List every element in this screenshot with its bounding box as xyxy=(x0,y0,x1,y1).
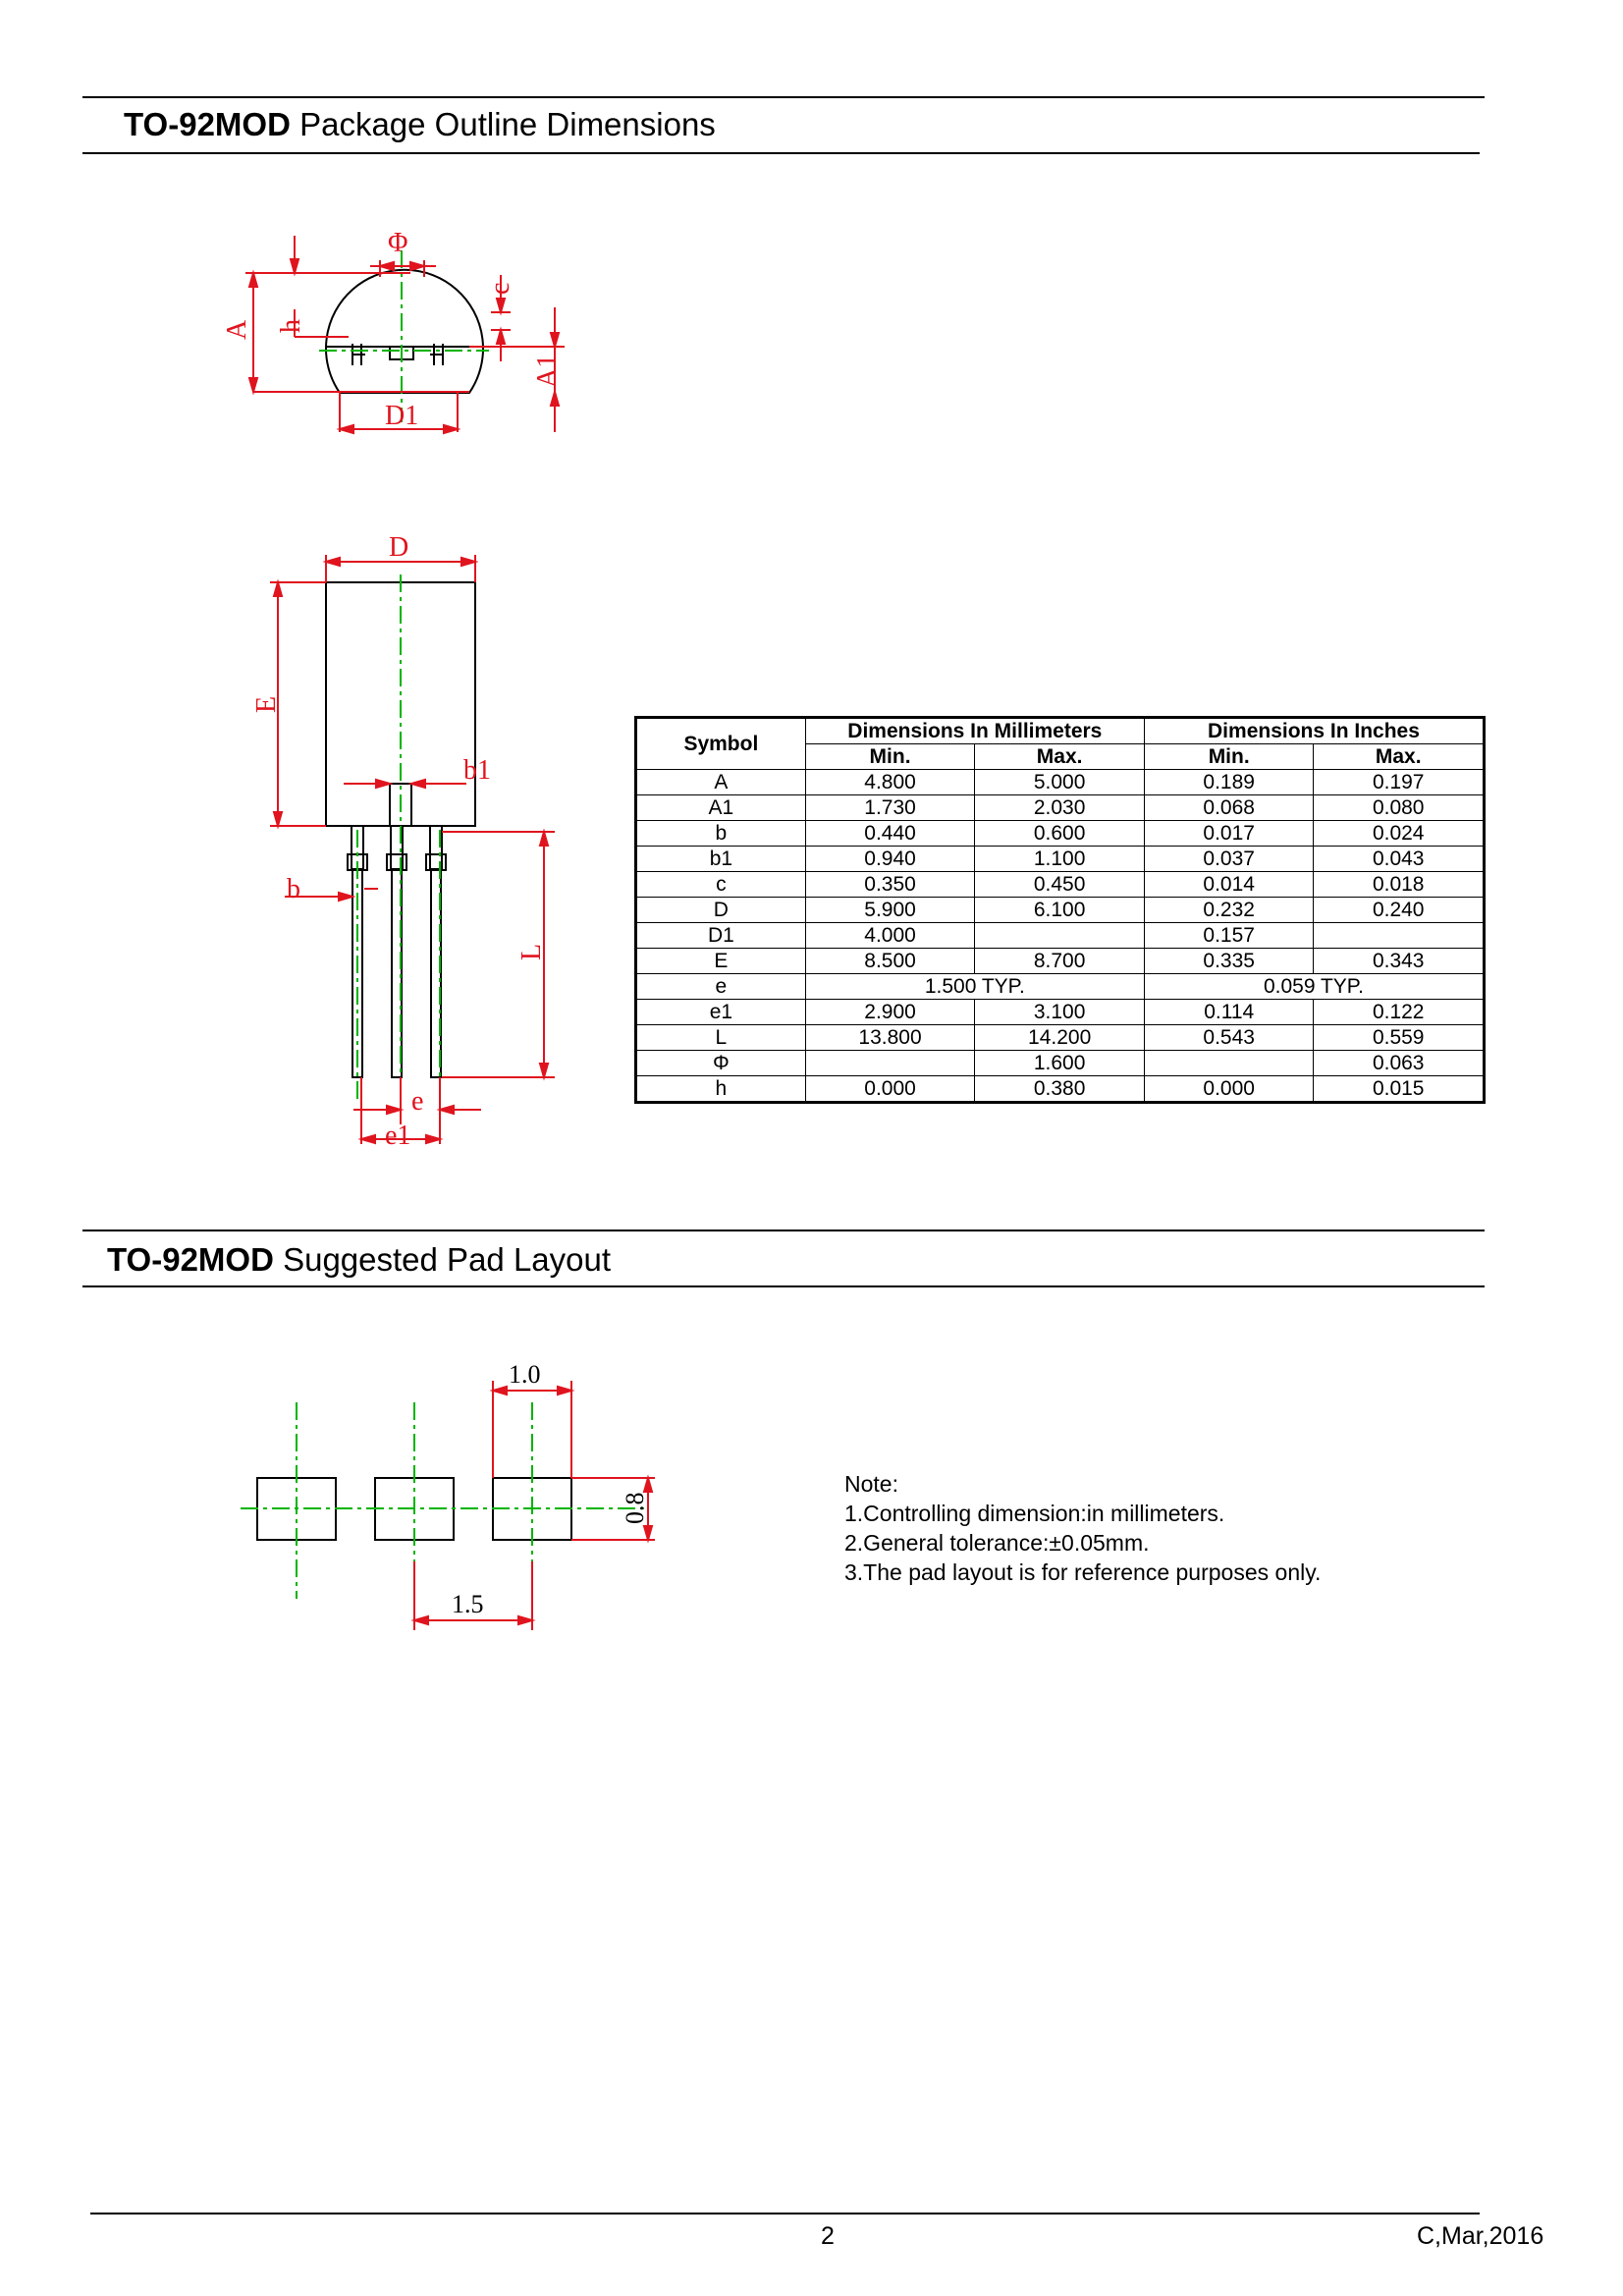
symbol-cell: L xyxy=(636,1025,806,1051)
footer-rule xyxy=(90,2213,1480,2214)
mm-min-header: Min. xyxy=(805,744,975,770)
label-e: e xyxy=(411,1086,424,1117)
in-max-cell: 0.080 xyxy=(1314,795,1485,821)
mm-max-cell: 14.200 xyxy=(975,1025,1145,1051)
section-title-pad: TO-92MOD Suggested Pad Layout xyxy=(107,1241,612,1278)
mm-min-cell: 4.800 xyxy=(805,770,975,795)
symbol-cell: D1 xyxy=(636,923,806,949)
mm-max-cell: 6.100 xyxy=(975,898,1145,923)
mm-min-cell: 0.000 xyxy=(805,1076,975,1103)
symbol-cell: c xyxy=(636,872,806,898)
symbol-cell: Φ xyxy=(636,1051,806,1076)
symbol-cell: D xyxy=(636,898,806,923)
symbol-cell: E xyxy=(636,949,806,974)
in-min-header: Min. xyxy=(1144,744,1314,770)
mm-max-cell: 0.380 xyxy=(975,1076,1145,1103)
label-D: D xyxy=(389,532,409,563)
symbol-cell: e1 xyxy=(636,1000,806,1025)
symbol-header: Symbol xyxy=(636,718,806,770)
in-max-header: Max. xyxy=(1314,744,1485,770)
in-max-cell: 0.122 xyxy=(1314,1000,1485,1025)
in-max-cell: 0.559 xyxy=(1314,1025,1485,1051)
in-max-cell: 0.043 xyxy=(1314,847,1485,872)
in-min-cell: 0.543 xyxy=(1144,1025,1314,1051)
mm-max-header: Max. xyxy=(975,744,1145,770)
in-min-cell: 0.335 xyxy=(1144,949,1314,974)
symbol-cell: e xyxy=(636,974,806,1000)
mm-min-cell: 5.900 xyxy=(805,898,975,923)
in-min-cell: 0.017 xyxy=(1144,821,1314,847)
mm-min-cell: 1.730 xyxy=(805,795,975,821)
mm-min-cell: 13.800 xyxy=(805,1025,975,1051)
inch-header: Dimensions In Inches xyxy=(1144,718,1484,744)
label-phi: Φ xyxy=(388,228,408,258)
in-min-cell: 0.232 xyxy=(1144,898,1314,923)
mm-max-cell: 0.600 xyxy=(975,821,1145,847)
symbol-cell: A xyxy=(636,770,806,795)
label-D1: D1 xyxy=(385,401,419,431)
symbol-cell: h xyxy=(636,1076,806,1103)
mm-min-cell: 0.350 xyxy=(805,872,975,898)
revision-date: C,Mar,2016 xyxy=(1417,2222,1544,2250)
label-h: h xyxy=(276,319,306,333)
in-min-cell: 0.114 xyxy=(1144,1000,1314,1025)
label-L: L xyxy=(516,943,547,960)
symbol-cell: b1 xyxy=(636,847,806,872)
in-max-cell: 0.197 xyxy=(1314,770,1485,795)
in-min-cell: 0.014 xyxy=(1144,872,1314,898)
mm-typ-cell: 1.500 TYP. xyxy=(805,974,1144,1000)
in-min-cell: 0.037 xyxy=(1144,847,1314,872)
label-A1: A1 xyxy=(532,354,563,388)
label-E: E xyxy=(251,695,282,713)
in-min-cell: 0.157 xyxy=(1144,923,1314,949)
mm-max-cell: 1.100 xyxy=(975,847,1145,872)
pad-height-label: 0.8 xyxy=(621,1492,649,1524)
in-min-cell: 0.000 xyxy=(1144,1076,1314,1103)
in-max-cell: 0.063 xyxy=(1314,1051,1485,1076)
notes-title: Note: xyxy=(844,1471,898,1497)
note-2: 2.General tolerance:±0.05mm. xyxy=(844,1530,1150,1556)
label-c: c xyxy=(485,282,515,295)
mm-max-cell: 0.450 xyxy=(975,872,1145,898)
in-min-cell: 0.068 xyxy=(1144,795,1314,821)
in-max-cell: 0.240 xyxy=(1314,898,1485,923)
in-max-cell: 0.015 xyxy=(1314,1076,1485,1103)
in-typ-cell: 0.059 TYP. xyxy=(1144,974,1484,1000)
mm-min-cell: 8.500 xyxy=(805,949,975,974)
note-3: 3.The pad layout is for reference purposes only. xyxy=(844,1559,1322,1585)
note-1: 1.Controlling dimension:in millimeters. xyxy=(844,1501,1225,1526)
section-title-outline: TO-92MOD Package Outline Dimensions xyxy=(124,106,716,142)
mm-max-cell: 8.700 xyxy=(975,949,1145,974)
in-min-cell: 0.189 xyxy=(1144,770,1314,795)
mm-max-cell: 5.000 xyxy=(975,770,1145,795)
in-max-cell: 0.343 xyxy=(1314,949,1485,974)
notes-block xyxy=(844,1469,1321,1587)
pad-pitch-label: 1.5 xyxy=(452,1590,484,1618)
mm-max-cell: 1.600 xyxy=(975,1051,1145,1076)
page-number: 2 xyxy=(821,2222,835,2250)
mm-min-cell: 4.000 xyxy=(805,923,975,949)
label-b1: b1 xyxy=(463,755,491,786)
in-max-cell: 0.018 xyxy=(1314,872,1485,898)
mm-max-cell: 3.100 xyxy=(975,1000,1145,1025)
mm-min-cell: 2.900 xyxy=(805,1000,975,1025)
label-b: b xyxy=(287,874,300,904)
symbol-cell: A1 xyxy=(636,795,806,821)
label-A: A xyxy=(222,319,252,340)
mm-min-cell: 0.440 xyxy=(805,821,975,847)
symbol-cell: b xyxy=(636,821,806,847)
mm-max-cell: 2.030 xyxy=(975,795,1145,821)
mm-header: Dimensions In Millimeters xyxy=(805,718,1144,744)
pad-width-label: 1.0 xyxy=(509,1360,541,1389)
label-e1: e1 xyxy=(385,1121,411,1151)
in-max-cell: 0.024 xyxy=(1314,821,1485,847)
mm-min-cell: 0.940 xyxy=(805,847,975,872)
